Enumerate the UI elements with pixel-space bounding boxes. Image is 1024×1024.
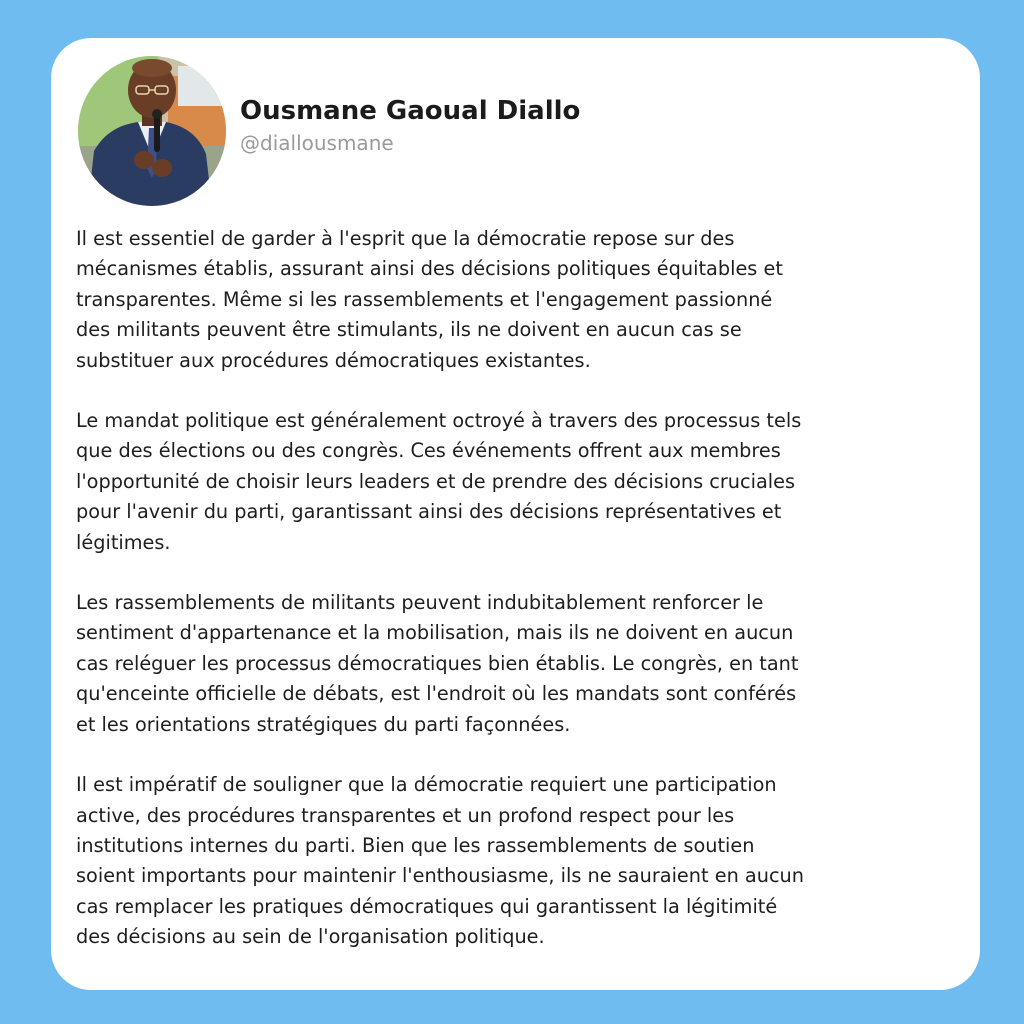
user-handle[interactable]: @diallousmane — [240, 131, 394, 155]
profile-photo-icon — [78, 56, 226, 206]
post-body — [76, 224, 966, 953]
text-line: soient importants pour maintenir l'enthousiasme, ils ne sauraient en aucun — [76, 864, 804, 888]
text-line: Il est essentiel de garder à l'esprit que la démocratie repose sur des — [76, 227, 735, 250]
text-line: institutions internes du parti. Bien que les rassemblements de soutien — [76, 833, 755, 857]
text-line: l'opportunité de choisir leurs leaders et de prendre des décisions cruciales — [76, 469, 796, 493]
text-line: transparentes. Même si les rassemblements et l'engagement passionné — [76, 287, 773, 311]
text-line: Il est impératif de souligner que la démocratie requiert une participation — [76, 773, 777, 797]
text-line: cas remplacer les pratiques démocratiques qui garantissent la légitimité — [76, 894, 778, 918]
post-paragraph — [76, 224, 966, 376]
text-line: que des élections ou des congrès. Ces événements offrent aux membres — [76, 439, 781, 463]
text-line: sentiment d'appartenance et la mobilisation, mais ils ne doivent en aucun — [76, 621, 794, 645]
text-line: pour l'avenir du parti, garantissant ainsi des décisions représentatives et — [76, 500, 782, 524]
display-name[interactable]: Ousmane Gaoual Diallo — [240, 96, 581, 126]
text-line: cas reléguer les processus démocratiques bien établis. Le congrès, en tant — [76, 651, 799, 675]
text-line: Les rassemblements de militants peuvent indubitablement renforcer le — [76, 591, 764, 615]
text-line: qu'enceinte officielle de débats, est l'endroit où les mandats sont conférés — [76, 682, 797, 706]
post-paragraph — [76, 588, 966, 740]
text-line: substituer aux procédures démocratiques existantes. — [76, 348, 591, 372]
post-card — [51, 38, 980, 990]
text-line: des décisions au sein de l'organisation politique. — [76, 925, 545, 949]
text-line: des militants peuvent être stimulants, ils ne doivent en aucun cas se — [76, 318, 742, 342]
post-paragraph — [76, 406, 966, 558]
text-line: active, des procédures transparentes et un profond respect pour les — [76, 803, 735, 827]
text-line: et les orientations stratégiques du parti façonnées. — [76, 712, 571, 736]
post-paragraph — [76, 770, 966, 952]
avatar[interactable] — [78, 56, 226, 206]
text-line: mécanismes établis, assurant ainsi des décisions politiques équitables et — [76, 257, 783, 281]
text-line: légitimes. — [76, 530, 171, 554]
text-line: Le mandat politique est généralement octroyé à travers des processus tels — [76, 409, 802, 433]
